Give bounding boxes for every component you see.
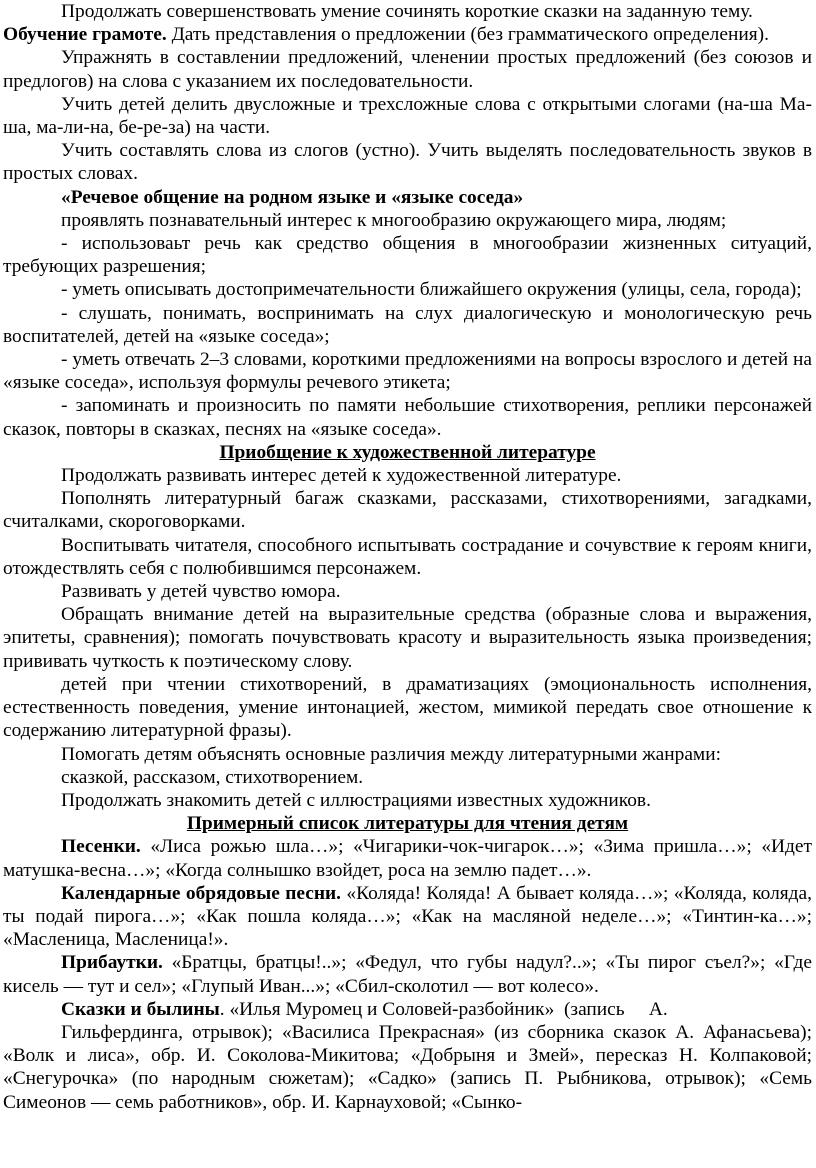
paragraph-sentences: Упражнять в составлении предложений, членении простых предложений (без союзов и предлогов) на слова с указанием их последовательности. [3, 47, 812, 92]
heading-speech-communication-text: «Речевое общение на родном языке и «языке соседа» [61, 186, 524, 208]
literature-item: сказкой, рассказом, стихотворением. [61, 766, 364, 788]
heading-literature-text: Приобщение к художественной литературе [219, 441, 596, 463]
tales-label: Сказки и былины [61, 998, 220, 1020]
heading-speech-communication [3, 186, 812, 209]
literacy-text: Дать представления о предложении (без грамматического определения). [166, 24, 769, 46]
songs-label: Песенки. [61, 836, 141, 858]
calendar-label: Календарные обрядовые песни. [61, 882, 342, 904]
songs-text: «Лиса рожью шла…»; «Чигарики-чок-чигарок…»; «Зима пришла…»; «Идет матушка-весна…»; «Когда солнышко взойдет, роса на землю падет…». [3, 836, 812, 881]
speech-item: - запоминать и произносить по памяти небольшие стихотворения, реплики персонажей сказок, повторы в сказках, песнях на «языке соседа». [3, 395, 812, 440]
heading-literature [3, 441, 812, 464]
jokes-label: Прибаутки. [61, 952, 163, 974]
paragraph-fairy-tales: Продолжать совершенствовать умение сочинять короткие сказки на заданную тему. [61, 1, 753, 22]
reading-songs [3, 835, 812, 881]
speech-item: - использоваьт речь как средство общения в многообразии жизненных ситуаций, требующих разрешения; [3, 233, 812, 278]
paragraph-syllables: Учить детей делить двусложные и трехсложные слова с открытыми слогами (на-ша Ма-ша, ма-ли-на, бе-ре-за) на части. [3, 93, 812, 139]
literature-item: детей при чтении стихотворений, в драматизациях (эмоциональность исполнения, естественность поведения, умение интонацией, жестом, мимикой передать свое отношение к содержанию литературной фразы). [3, 673, 812, 742]
heading-reading-list-text: Примерный список литературы для чтения детям [186, 813, 629, 835]
literature-item: Помогать детям объяснять основные различия между литературными жанрами: [61, 743, 721, 765]
literature-item: Продолжать развивать интерес детей к художественной литературе. [61, 465, 622, 487]
heading-reading-list [3, 812, 812, 835]
speech-item: - уметь отвечать 2–3 словами, короткими предложениями на вопросы взрослого и детей на «языке соседа», используя формулы речевого этикета; [3, 349, 812, 394]
speech-item: проявлять познавательный интерес к многообразию окружающего мира, людям; [61, 209, 727, 231]
literature-item: Воспитывать читателя, способного испытывать сострадание и сочувствие к героям книги, отождествлять себя с полюбившимся персонажем. [3, 534, 812, 579]
literature-item: Продолжать знакомить детей с иллюстрациями известных художников. [61, 789, 651, 811]
literacy-label: Обучение грамоте. [3, 24, 167, 46]
jokes-text: «Братцы, братцы!..»; «Федул, что губы надул?..»; «Ты пирог съел?»; «Где кисель — тут и сел»; «Глупый Иван...»; «Сбил-сколотил — вот колесо». [3, 952, 812, 997]
literature-item: Пополнять литературный багаж сказками, рассказами, стихотворениями, загадками, считалками, скороговорками. [3, 488, 812, 533]
paragraph-sounds: Учить составлять слова из слогов (устно). Учить выделять последовательность звуков в простых словах. [3, 140, 812, 185]
reading-tales [3, 998, 812, 1021]
reading-tales-continued: Гильфердинга, отрывок); «Василиса Прекрасная» (из сборника сказок А. Афанасьева); «Волк и лиса», обр. И. Соколова-Микитова; «Добрыня и Змей», пересказ Н. Колпаковой; «Снегурочка» (по народным сюжетам); «Садко» (запись П. Рыбникова, отрывок); «Семь Симеонов — семь работников», обр. И. Карнауховой; «Сынко- [3, 1021, 812, 1113]
paragraph-literacy [3, 23, 812, 46]
tales-text-line1: . «Илья Муромец и Соловей-разбойник» (запись А. [219, 998, 668, 1020]
speech-item: - уметь описывать достопримечательности ближайшего окружения (улицы, села, города); [61, 279, 802, 301]
literature-item: Обращать внимание детей на выразительные средства (образные слова и выражения, эпитеты, сравнения); помогать почувствовать красоту и выразительность языка произведения; прививать чуткость к поэтическому слову. [3, 604, 812, 672]
reading-jokes [3, 951, 812, 997]
reading-calendar-songs [3, 882, 812, 952]
calendar-text: «Коляда! Коляда! А бывает коляда…»; «Коляда, коляда, ты подай пирога…»; «Как пошла коляда…»; «Как на масляной неделе…»; «Тинтин-ка…»; «Масленица, Масленица!». [3, 882, 812, 951]
literature-item: Развивать у детей чувство юмора. [61, 581, 341, 603]
speech-item: - слушать, понимать, воспринимать на слух диалогическую и монологическую речь воспитателей, детей на «языке соседа»; [3, 302, 812, 347]
